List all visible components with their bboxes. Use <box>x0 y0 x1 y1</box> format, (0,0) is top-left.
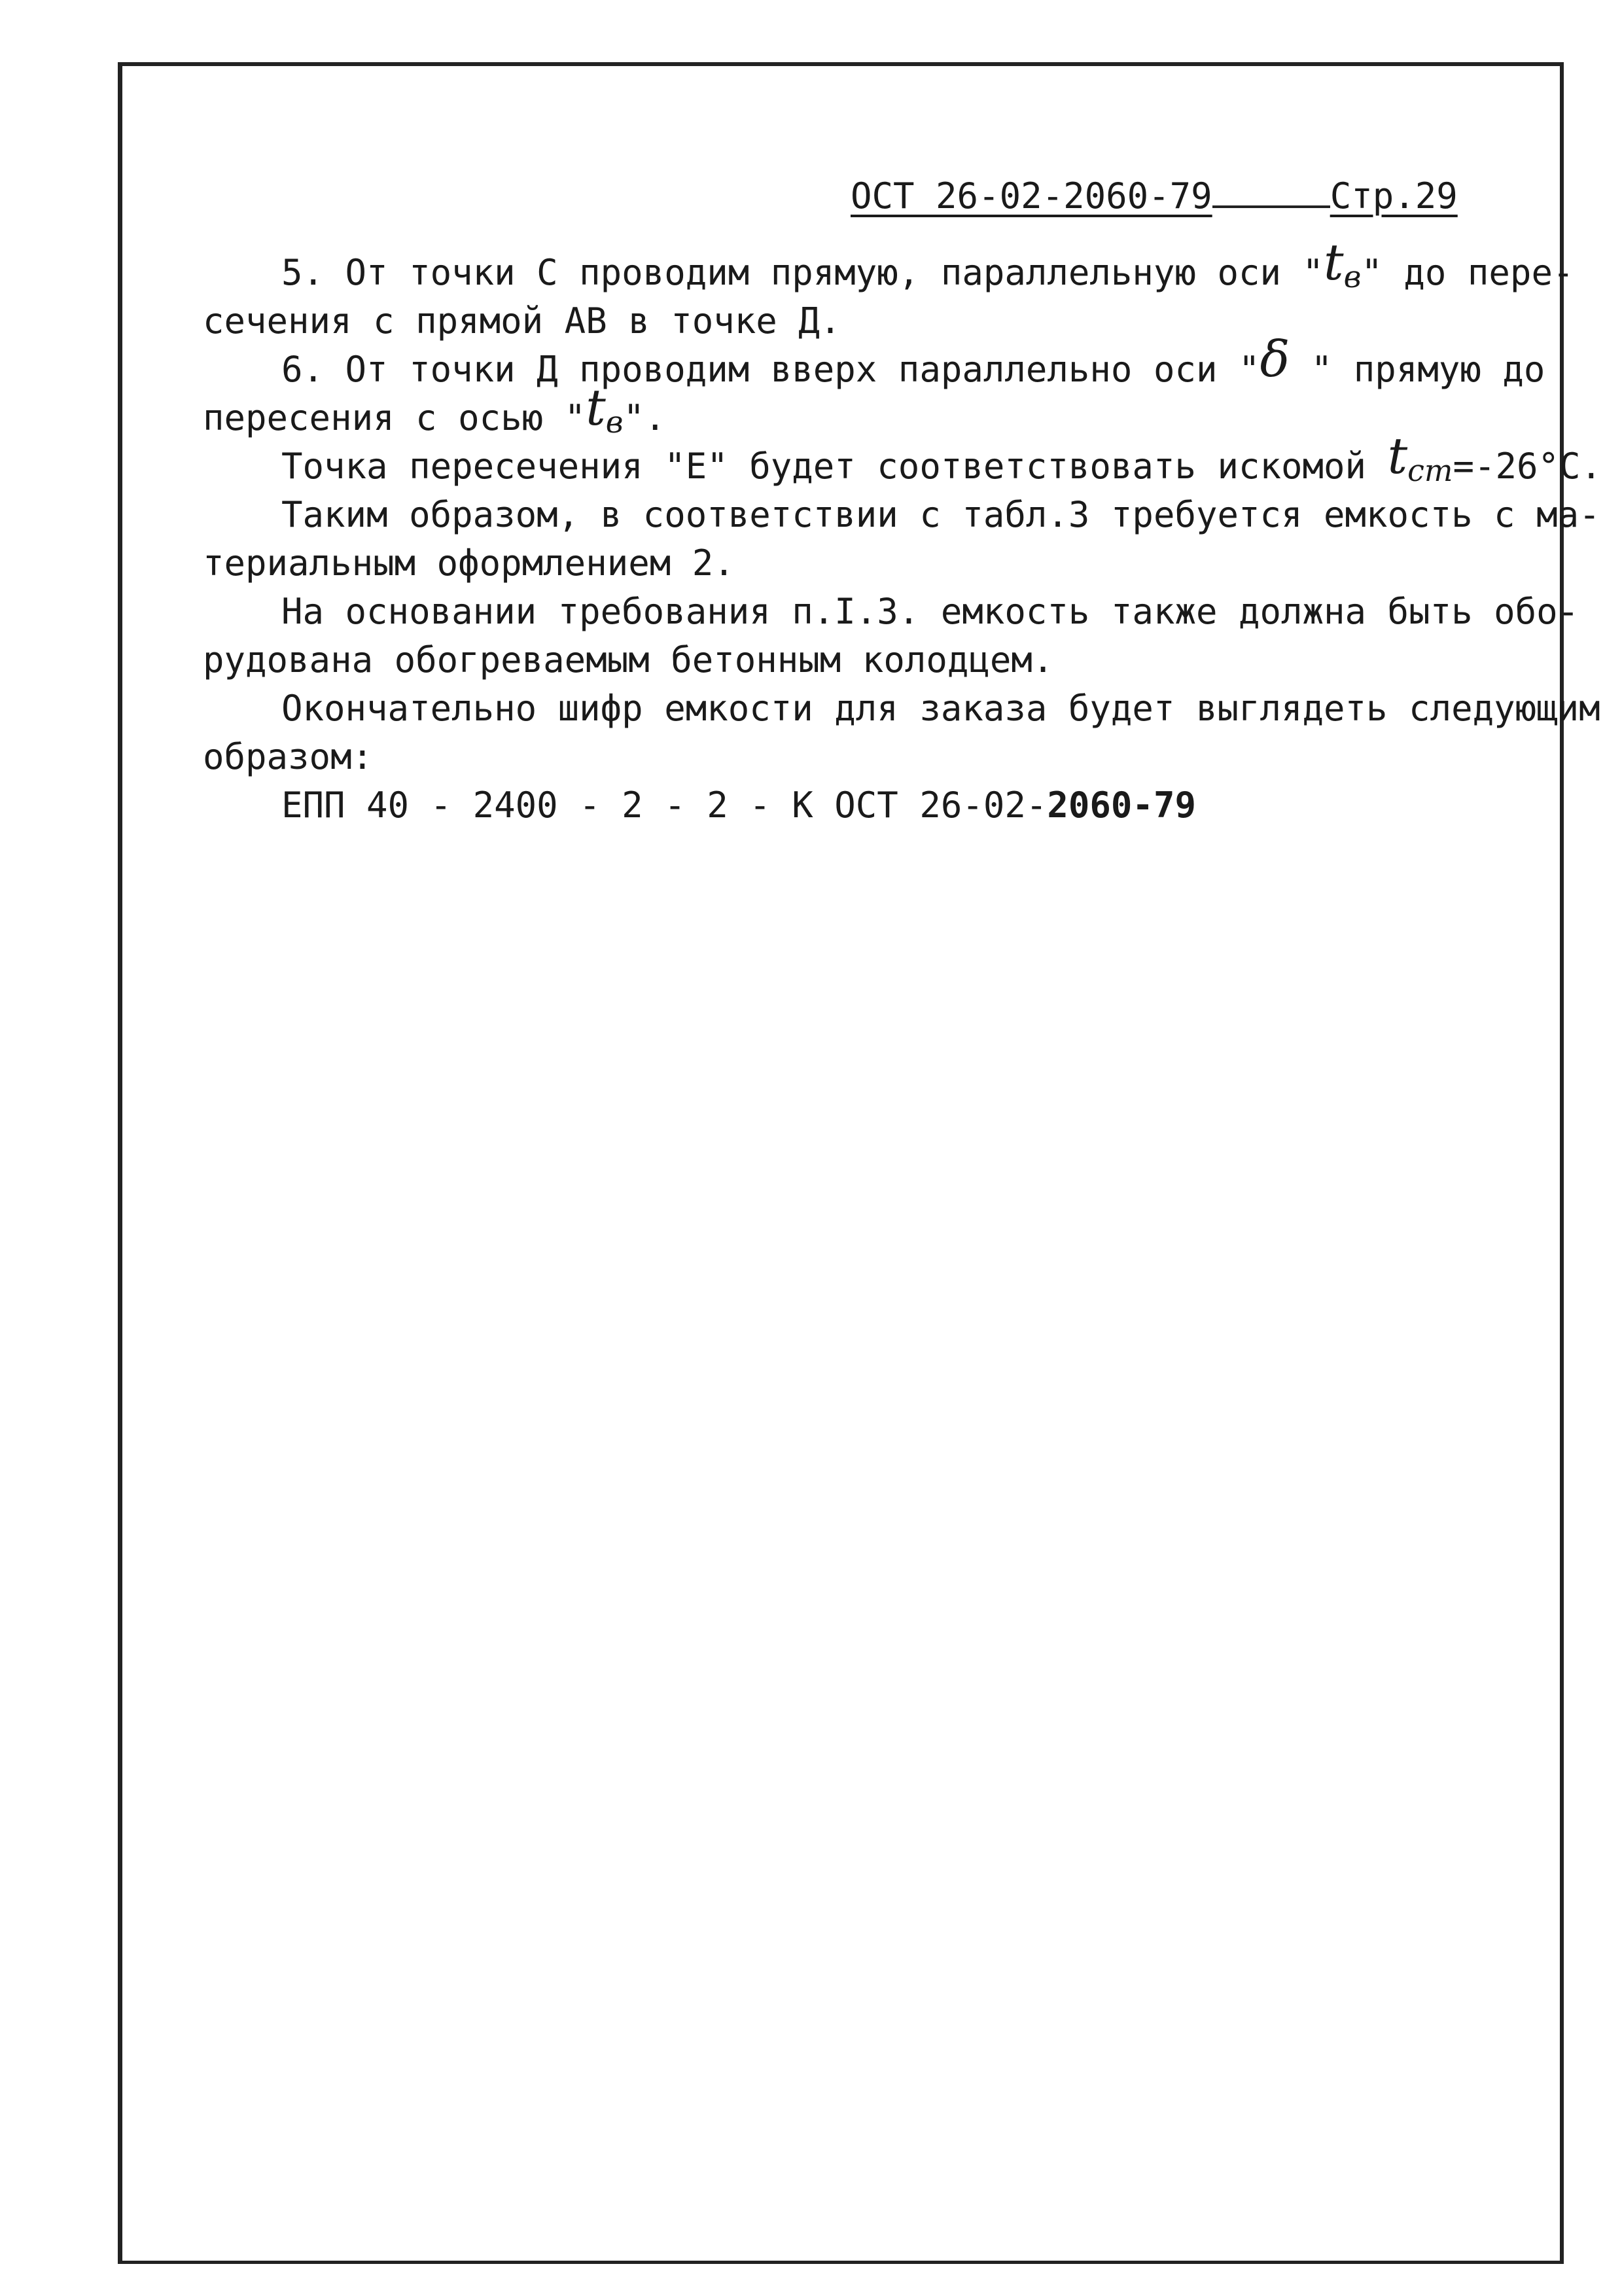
text-line <box>203 491 1600 539</box>
handwritten-subscript: в <box>605 404 624 440</box>
text-line <box>203 297 1531 345</box>
text-line <box>203 378 1531 442</box>
text-span: ". <box>623 397 666 438</box>
order-code-line <box>203 781 1531 830</box>
text-span: " прямую до <box>1290 349 1545 390</box>
text-line <box>203 233 1574 297</box>
text-span: пересения с осью " <box>203 397 586 438</box>
page-header <box>851 175 1458 217</box>
page-number: Стр.29 <box>1330 175 1458 217</box>
text-line <box>203 330 1545 394</box>
text-line <box>203 539 1531 588</box>
handwritten-subscript: в <box>1343 259 1362 294</box>
header-underline-gap <box>1212 199 1330 208</box>
handwritten-subscript: ст <box>1407 453 1453 488</box>
text-span: На основании требования п.I.3. емкость также должна быть обо- <box>281 591 1579 632</box>
handwritten-symbol: t <box>586 378 606 436</box>
text-line <box>203 684 1600 733</box>
text-span: сечения с прямой АВ в точке Д. <box>203 300 841 342</box>
text-line <box>203 733 1531 781</box>
text-span: =-26°С. <box>1453 446 1602 487</box>
handwritten-symbol: t <box>1324 233 1344 291</box>
order-code-prefix: ЕПП 40 - 2400 - 2 - 2 - К ОСТ 26-02- <box>281 785 1048 826</box>
text-span: териальным оформлением 2. <box>203 542 735 584</box>
text-span: 5. От точки С проводим прямую, параллельную оси " <box>281 252 1324 293</box>
text-span: " до пере- <box>1361 252 1574 293</box>
text-span: Таким образом, в соответствии с табл.3 требуется емкость с ма- <box>281 494 1600 535</box>
order-code-suffix: 2060-79 <box>1047 785 1196 826</box>
text-span: образом: <box>203 736 374 777</box>
text-line <box>203 427 1602 491</box>
handwritten-symbol: t <box>1387 427 1408 485</box>
text-line <box>203 636 1531 684</box>
text-line <box>203 588 1579 636</box>
text-span: 6. От точки Д проводим вверх параллельно оси " <box>281 349 1260 390</box>
text-span: Окончательно шифр емкости для заказа будет выглядеть следующим <box>281 688 1600 729</box>
document-code: ОСТ 26-02-2060-79 <box>851 175 1212 217</box>
handwritten-symbol: δ <box>1260 330 1290 388</box>
text-span: рудована обогреваемым бетонным колодцем. <box>203 639 1054 680</box>
text-span: Точка пересечения "Е" будет соответствовать искомой <box>281 446 1388 487</box>
document-body <box>203 233 1602 830</box>
